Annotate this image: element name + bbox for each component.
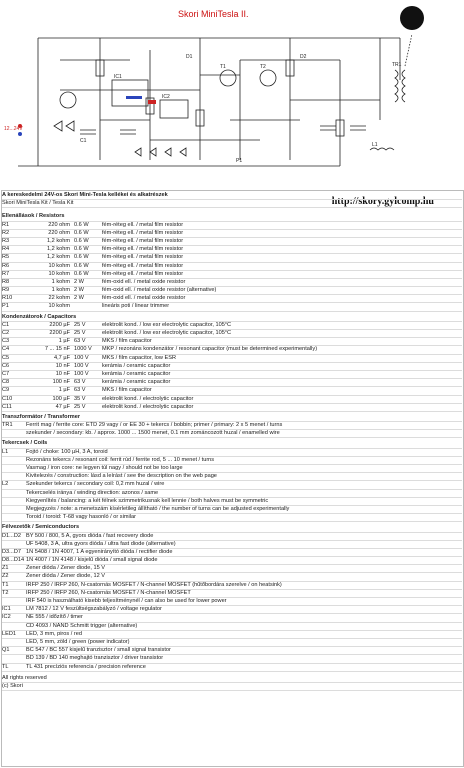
part-description: Kivitelezés / construction: lásd a leírást / see the description on the web page <box>26 473 217 480</box>
part-rating: 63 V <box>74 387 86 394</box>
table-row <box>2 465 462 473</box>
table-row <box>2 430 462 438</box>
table-row <box>2 639 462 647</box>
part-id: L2 <box>2 481 9 488</box>
part-rating: 0.6 W <box>74 254 89 261</box>
part-description: fém-réteg ell. / metal film resistor <box>102 246 184 253</box>
part-description: fém-réteg ell. / metal film resistor <box>102 270 184 277</box>
part-description: Toroid / toroid: T-68 vagy hasonló / or similar <box>26 514 136 521</box>
part-rating: 35 V <box>74 395 86 402</box>
part-description: fém-réteg ell. / metal film resistor <box>102 254 184 261</box>
table-row <box>2 254 462 262</box>
table-row <box>2 533 462 541</box>
part-description: MKS / film capacitor <box>102 338 152 345</box>
part-id: R8 <box>2 278 10 285</box>
part-value: 220 ohm <box>48 229 70 236</box>
part-value: 10 kohm <box>48 303 70 310</box>
part-description: BY 500 / 800, 5 A, gyors dióda / fast recovery diode <box>26 532 154 539</box>
part-value: 10 kohm <box>48 262 70 269</box>
semiconductors-heading: Félvezetők / Semiconductors <box>2 524 462 532</box>
part-rating: 25 V <box>74 321 86 328</box>
table-row <box>2 303 462 311</box>
part-description: szekunder / secondary: kb. / approx. 1000 ... 1500 menet, 0.1 mm zománcozott huzal / enamelled wire <box>26 430 280 437</box>
ic1-label: IC1 <box>114 74 122 80</box>
part-description: Megjegyzés / note: a menetszám kísérletileg állítható / the number of turns can be adjusted experimentally <box>26 505 290 512</box>
ic1-box <box>112 80 148 106</box>
part-description: Kiegyenlítés / balancing: a két félnek szimmetrikusnak kell lennie / both halves must be symmetric <box>26 497 269 504</box>
part-value: 1 kohm <box>51 278 70 285</box>
part-rating: 100 V <box>74 354 89 361</box>
table-row <box>2 238 462 246</box>
part-value: 1 µF <box>58 338 70 345</box>
table-row <box>2 598 462 606</box>
part-rating: 0.6 W <box>74 229 89 236</box>
table-row <box>2 271 462 279</box>
part-id: C4 <box>2 346 10 353</box>
supply-label: 12...24V <box>4 126 23 132</box>
table-row <box>2 647 462 655</box>
part-id: D1...D2 <box>2 532 21 539</box>
l1-label: L1 <box>372 142 378 148</box>
part-id: R4 <box>2 246 10 253</box>
table-row <box>2 541 462 549</box>
part-description: BD 139 / BD 140 meghajtó tranzisztor / driver transistor <box>26 655 164 662</box>
part-description: TL 431 precíziós referencia / precision reference <box>26 663 146 670</box>
part-rating: 0.6 W <box>74 237 89 244</box>
led-indicator <box>148 100 156 104</box>
parts-list <box>2 192 462 691</box>
part-rating: 63 V <box>74 379 86 386</box>
coils-heading: Tekercsek / Coils <box>2 440 462 448</box>
table-row <box>2 404 462 412</box>
part-id: LED1 <box>2 630 16 637</box>
part-id: C2 <box>2 330 10 336</box>
table-row <box>2 590 462 598</box>
part-id: Z2 <box>2 573 9 580</box>
part-id: C9 <box>2 387 10 394</box>
c1-label: C1 <box>80 138 87 144</box>
part-rating: 0.6 W <box>74 246 89 253</box>
part-rating: 0.6 W <box>74 262 89 269</box>
part-id: R7 <box>2 270 10 277</box>
part-description: Ferrit mag / ferrite core: ETD 29 vagy / or EE 30 + tekercs / bobbin; primer / primary: 2 x 5 menet / turns <box>26 422 283 429</box>
part-description: IRFP 250 / IRFP 260, N-csatornás MOSFET / N-channel MOSFET <box>26 589 191 596</box>
part-id: D8...D14 <box>2 557 24 564</box>
p1-label: P1 <box>236 158 243 164</box>
author-line: (c) Skori <box>2 683 462 691</box>
coils-table <box>2 449 462 523</box>
part-rating: 2 W <box>74 287 84 294</box>
part-id: R6 <box>2 262 10 269</box>
table-row <box>2 449 462 457</box>
part-value: 10 nF <box>55 370 70 377</box>
schematic-drawing <box>0 0 464 190</box>
table-row <box>2 481 462 489</box>
table-row <box>2 230 462 238</box>
ic2-label: IC2 <box>162 94 170 100</box>
part-description: Tekercselés iránya / winding direction: azonos / same <box>26 489 159 496</box>
part-description: LED, 5 mm, zöld / green (power indicator) <box>26 638 130 645</box>
part-id: TR1 <box>2 422 13 429</box>
capacitors-heading: Kondenzátorok / Capacitors <box>2 314 462 322</box>
part-description: fém-réteg ell. / metal film resistor <box>102 229 184 236</box>
part-description: fém-oxid ell. / metal oxide resistor <box>102 278 186 285</box>
part-id: C7 <box>2 370 10 377</box>
part-id: C10 <box>2 395 13 402</box>
part-rating: 2 W <box>74 278 84 285</box>
table-row <box>2 355 462 363</box>
part-description: Vasmag / iron core: ne legyen túl nagy / should not be too large <box>26 465 183 471</box>
table-row <box>2 371 462 379</box>
part-description: Zener dióda / Zener diode, 12 V <box>26 573 105 580</box>
part-id: C5 <box>2 354 10 361</box>
part-value: 1,2 kohm <box>46 246 70 253</box>
d1-label: D1 <box>186 54 193 60</box>
part-rating: 25 V <box>74 330 86 336</box>
transistor-symbol <box>60 92 76 108</box>
table-row <box>2 222 462 230</box>
table-row <box>2 246 462 254</box>
part-description: 1N 5408 / 1N 4007, 1 A egyenirányító dióda / rectifier diode <box>26 548 173 555</box>
resistors-heading: Ellenállások / Resistors <box>2 213 462 221</box>
part-value: 1 µF <box>58 387 70 394</box>
part-description: kerámia / ceramic capacitor <box>102 379 171 386</box>
part-id: TL <box>2 663 9 670</box>
part-id: L1 <box>2 448 9 455</box>
part-id: R2 <box>2 229 10 236</box>
part-value: 1,2 kohm <box>46 237 70 244</box>
table-row <box>2 631 462 639</box>
part-rating: 25 V <box>74 403 86 410</box>
table-row <box>2 655 462 663</box>
part-description: MKP / rezonáns kondenzátor / resonant capacitor (must be determined experimentally) <box>102 346 318 353</box>
intro-line-1: A kereskedelmi 24V-os Skori Mini-Tesla kellékei és alkatrészek <box>2 192 462 200</box>
table-row <box>2 506 462 514</box>
table-row <box>2 473 462 481</box>
part-value: 1,2 kohm <box>46 254 70 261</box>
part-description: lineáris poti / linear trimmer <box>102 303 170 310</box>
part-id: C6 <box>2 362 10 369</box>
table-row <box>2 557 462 565</box>
semiconductors-table <box>2 533 462 672</box>
part-value: 10 kohm <box>48 270 70 277</box>
part-id: R10 <box>2 295 13 302</box>
table-row <box>2 295 462 303</box>
part-value: 100 nF <box>52 379 70 386</box>
part-rating: 2 W <box>74 295 84 302</box>
part-id: R5 <box>2 254 10 261</box>
part-description: Szekunder tekercs / secondary coil: 0,2 mm huzal / wire <box>26 481 165 488</box>
part-description: IRF 540 is használható kisebb teljesítménynél / can also be used for lower power <box>26 598 227 604</box>
part-id: T2 <box>2 589 9 596</box>
part-description: elektrolit kond. / electrolytic capacitor <box>102 403 194 410</box>
table-row <box>2 322 462 330</box>
table-row <box>2 606 462 614</box>
part-description: Fojtó / choke: 100 µH, 3 A, toroid <box>26 448 108 455</box>
capacitors-table <box>2 322 462 412</box>
part-value: 47 µF <box>55 403 70 410</box>
part-value: 10 nF <box>55 362 70 369</box>
intro-line-2: Skori MiniTesla Kit / Tesla Kit <box>2 200 462 208</box>
table-row <box>2 263 462 271</box>
part-rating: 0.6 W <box>74 221 89 228</box>
part-description: elektrolit kond. / low esr electrolytic capacitor, 105°C <box>102 321 232 328</box>
part-value: 4,7 µF <box>54 354 70 361</box>
part-description: CD 4093 / NAND Schmitt trigger (alternative) <box>26 622 138 629</box>
part-id: T1 <box>2 581 9 588</box>
table-row <box>2 490 462 498</box>
table-row <box>2 514 462 522</box>
table-row <box>2 498 462 506</box>
part-value: 100 µF <box>52 395 70 402</box>
rights-line: All rights reserved <box>2 675 462 683</box>
part-id: Z1 <box>2 565 9 572</box>
part-rating: 0.6 W <box>74 270 89 277</box>
table-row <box>2 573 462 581</box>
table-row <box>2 623 462 631</box>
part-description: MKS / film capacitor <box>102 387 152 394</box>
part-rating: 100 V <box>74 370 89 377</box>
part-description: UF 5408, 3 A, ultra gyors dióda / ultra fast diode (alternative) <box>26 540 176 547</box>
part-description: fém-réteg ell. / metal film resistor <box>102 237 184 244</box>
transformer-table <box>2 422 462 438</box>
table-row <box>2 338 462 346</box>
part-value: 2200 µF <box>49 321 70 328</box>
part-description: 1N 4007 / 1N 4148 / kisjelű dióda / small signal diode <box>26 557 158 564</box>
part-description: kerámia / ceramic capacitor <box>102 370 171 377</box>
table-row <box>2 287 462 295</box>
table-row <box>2 549 462 557</box>
part-id: D3...D7 <box>2 548 21 555</box>
transformer-heading: Transzformátor / Transformer <box>2 414 462 422</box>
part-description: Rezonáns tekercs / resonant coil: ferrit rúd / ferrite rod, 5 ... 10 menet / turns <box>26 456 215 463</box>
table-row <box>2 330 462 338</box>
d2-label: D2 <box>300 54 307 60</box>
table-row <box>2 363 462 371</box>
table-row <box>2 346 462 354</box>
part-rating: 1000 V <box>74 346 92 353</box>
part-id: P1 <box>2 303 9 310</box>
part-description: fém-oxid ell. / metal oxide resistor (alternative) <box>102 287 217 294</box>
circuit-schematic <box>0 0 464 190</box>
part-id: IC1 <box>2 606 11 613</box>
website-link[interactable]: http://skory.gylcomp.hu <box>331 196 434 207</box>
part-description: elektrolit kond. / low esr electrolytic capacitor, 105°C <box>102 330 232 336</box>
table-row <box>2 422 462 430</box>
part-description: fém-réteg ell. / metal film resistor <box>102 221 184 228</box>
part-value: 1 kohm <box>51 287 70 294</box>
table-row <box>2 565 462 573</box>
part-value: 7 ... 15 nF <box>44 346 70 353</box>
table-row <box>2 279 462 287</box>
part-id: Q1 <box>2 647 10 654</box>
resistors-table <box>2 222 462 312</box>
part-rating: 63 V <box>74 338 86 345</box>
part-id: C3 <box>2 338 10 345</box>
ic2-box <box>160 100 188 118</box>
part-id: R1 <box>2 221 10 228</box>
part-description: NE 555 / időzítő / timer <box>26 614 83 621</box>
tr1-label: TR1 <box>392 62 402 68</box>
top-terminal-icon <box>400 6 424 30</box>
part-description: LED, 3 mm, piros / red <box>26 630 82 637</box>
part-description: Zener dióda / Zener diode, 15 V <box>26 565 105 572</box>
part-description: IRFP 250 / IRFP 260, N-csatornás MOSFET / N-channel MOSFET (hűtőbordára szerelve / on heatsink) <box>26 581 282 588</box>
part-id: C1 <box>2 321 10 328</box>
part-description: fém-réteg ell. / metal film resistor <box>102 262 184 269</box>
part-id: C11 <box>2 403 12 410</box>
part-id: C8 <box>2 379 10 386</box>
table-row <box>2 614 462 622</box>
part-id: R9 <box>2 287 10 294</box>
table-row <box>2 396 462 404</box>
t1-label: T1 <box>220 64 226 70</box>
page-title: Skori MiniTesla II. <box>178 9 249 19</box>
part-rating: 100 V <box>74 362 89 369</box>
part-description: MKS / film capacitor, low ESR <box>102 354 176 361</box>
part-value: 2200 µF <box>49 330 70 336</box>
part-id: R3 <box>2 237 10 244</box>
part-description: elektrolit kond. / electrolytic capacitor <box>102 395 194 402</box>
table-row <box>2 664 462 672</box>
part-value: 220 ohm <box>48 221 70 228</box>
table-row <box>2 379 462 387</box>
part-id: IC2 <box>2 614 11 621</box>
part-value: 22 kohm <box>48 295 70 302</box>
part-description: BC 547 / BC 557 kisjelű tranzisztor / small signal transistor <box>26 647 171 654</box>
t2-label: T2 <box>260 64 266 70</box>
table-row <box>2 582 462 590</box>
part-description: LM 7812 / 12 V feszültségszabályzó / voltage regulator <box>26 606 162 613</box>
table-row <box>2 457 462 465</box>
part-description: kerámia / ceramic capacitor <box>102 362 171 369</box>
table-row <box>2 387 462 395</box>
part-description: fém-oxid ell. / metal oxide resistor <box>102 295 186 302</box>
